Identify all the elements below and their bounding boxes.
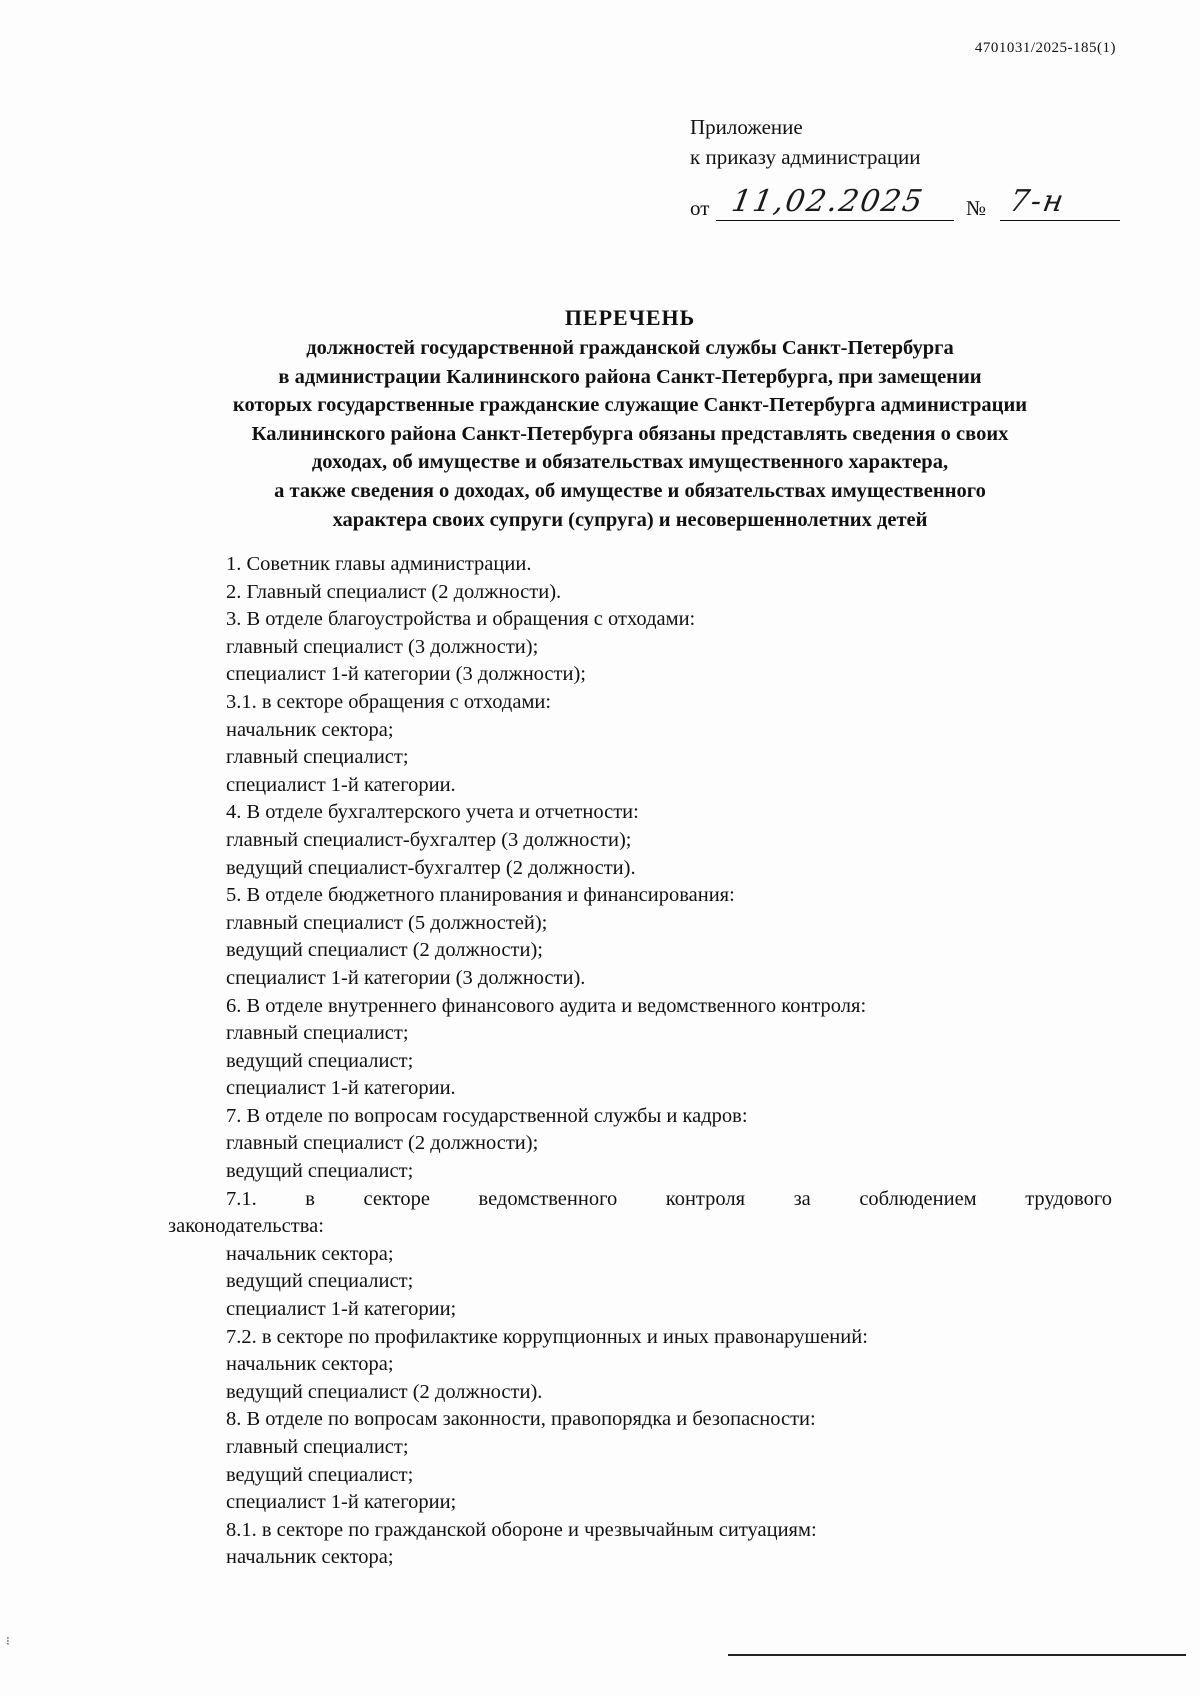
list-item: главный специалист (5 должностей); [226,911,548,934]
list-item: 7.2. в секторе по профилактике коррупционных и иных правонарушений: [226,1325,868,1348]
list-item-continuation: законодательства: [168,1215,324,1238]
title-line: должностей государственной гражданской службы Санкт-Петербурга [306,337,954,359]
scan-edge-mark: ⁝ [6,1634,10,1648]
title-line: доходах, об имуществе и обязательствах имущественного характера, [311,451,949,474]
list-item: специалист 1-й категории; [226,1298,457,1321]
list-item: главный специалист-бухгалтер (3 должности); [226,828,632,851]
footer-divider [728,1654,1186,1656]
title-line: в администрации Калининского района Санкт-Петербурга, при замещении [278,365,982,388]
list-item: ведущий специалист; [226,1049,414,1072]
list-item: 2. Главный специалист (2 должности). [226,580,562,603]
justified-word: соблюдением [859,1187,977,1210]
appendix-caption [690,112,921,172]
justified-word: 7.1. [226,1187,257,1210]
list-item: специалист 1-й категории (3 должности). [226,966,586,989]
justified-word: секторе [363,1187,430,1210]
title-line: характера своих супруги (супруга) и несовершеннолетних детей [332,508,928,531]
justified-word: трудового [1025,1187,1112,1210]
list-item: специалист 1-й категории (3 должности); [226,663,586,686]
list-item: 4. В отделе бухгалтерского учета и отчетности: [226,801,639,824]
title-line: Калининского района Санкт-Петербурга обязаны представлять сведения о своих [251,422,1009,445]
date-label: от [690,196,710,220]
list-item: 3. В отделе благоустройства и обращения с отходами: [226,608,696,631]
list-item: ведущий специалист (2 должности). [226,1380,543,1403]
list-item: главный специалист (2 должности); [226,1132,539,1155]
handwritten-order-number: 7-н [1006,184,1069,219]
positions-list [168,551,1112,1572]
handwritten-date: 11,02.2025 [728,184,927,219]
list-item: специалист 1-й категории. [226,1077,456,1100]
number-label: № [966,196,987,220]
list-item: 6. В отделе внутреннего финансового аудита и ведомственного контроля: [226,994,867,1017]
list-item: ведущий специалист-бухгалтер (2 должности). [226,856,636,879]
title-line: а также сведения о доходах, об имуществе и обязательствах имущественного [274,479,986,502]
list-item: специалист 1-й категории. [226,773,456,796]
list-item: специалист 1-й категории; [226,1491,457,1514]
list-item-justified [168,1186,1112,1214]
document-title-block [150,302,1110,534]
list-item: главный специалист (3 должности); [226,635,539,658]
list-item: 1. Советник главы администрации. [226,553,532,575]
order-number-field [1000,186,1120,221]
appendix-line-2: к приказу администрации [690,145,921,169]
list-item: 5. В отделе бюджетного планирования и финансирования: [226,884,735,907]
list-item: ведущий специалист; [226,1270,414,1293]
list-item: начальник сектора; [226,1546,394,1569]
order-date-field [716,186,954,221]
list-item: начальник сектора; [226,718,394,741]
list-item: 3.1. в секторе обращения с отходами: [226,690,552,713]
justified-word: ведомственного [478,1187,618,1210]
list-item: главный специалист; [226,1436,409,1458]
justified-word: за [793,1187,811,1210]
justified-word: контроля [665,1187,746,1210]
list-item: 8.1. в секторе по гражданской обороне и чрезвычайным ситуациям: [226,1518,817,1541]
list-item: начальник сектора; [226,1353,394,1376]
justified-word: в [305,1187,315,1210]
appendix-line-1: Приложение [690,115,803,139]
list-item: ведущий специалист (2 должности); [226,939,543,962]
list-item: начальник сектора; [226,1242,394,1265]
document-registration-number: 4701031/2025-185(1) [974,40,1116,56]
list-item: ведущий специалист; [226,1463,414,1486]
list-item: ведущий специалист; [226,1160,414,1183]
list-item: главный специалист; [226,746,409,769]
title-line: которых государственные гражданские служащие Санкт-Петербурга администрации [232,394,1028,417]
list-item: 8. В отделе по вопросам законности, правопорядка и безопасности: [226,1408,816,1431]
list-item: 7. В отделе по вопросам государственной службы и кадров: [226,1104,748,1127]
order-date-number-line [690,186,1120,226]
list-item: главный специалист; [226,1022,409,1045]
document-title: ПЕРЕЧЕНЬ [564,305,696,330]
